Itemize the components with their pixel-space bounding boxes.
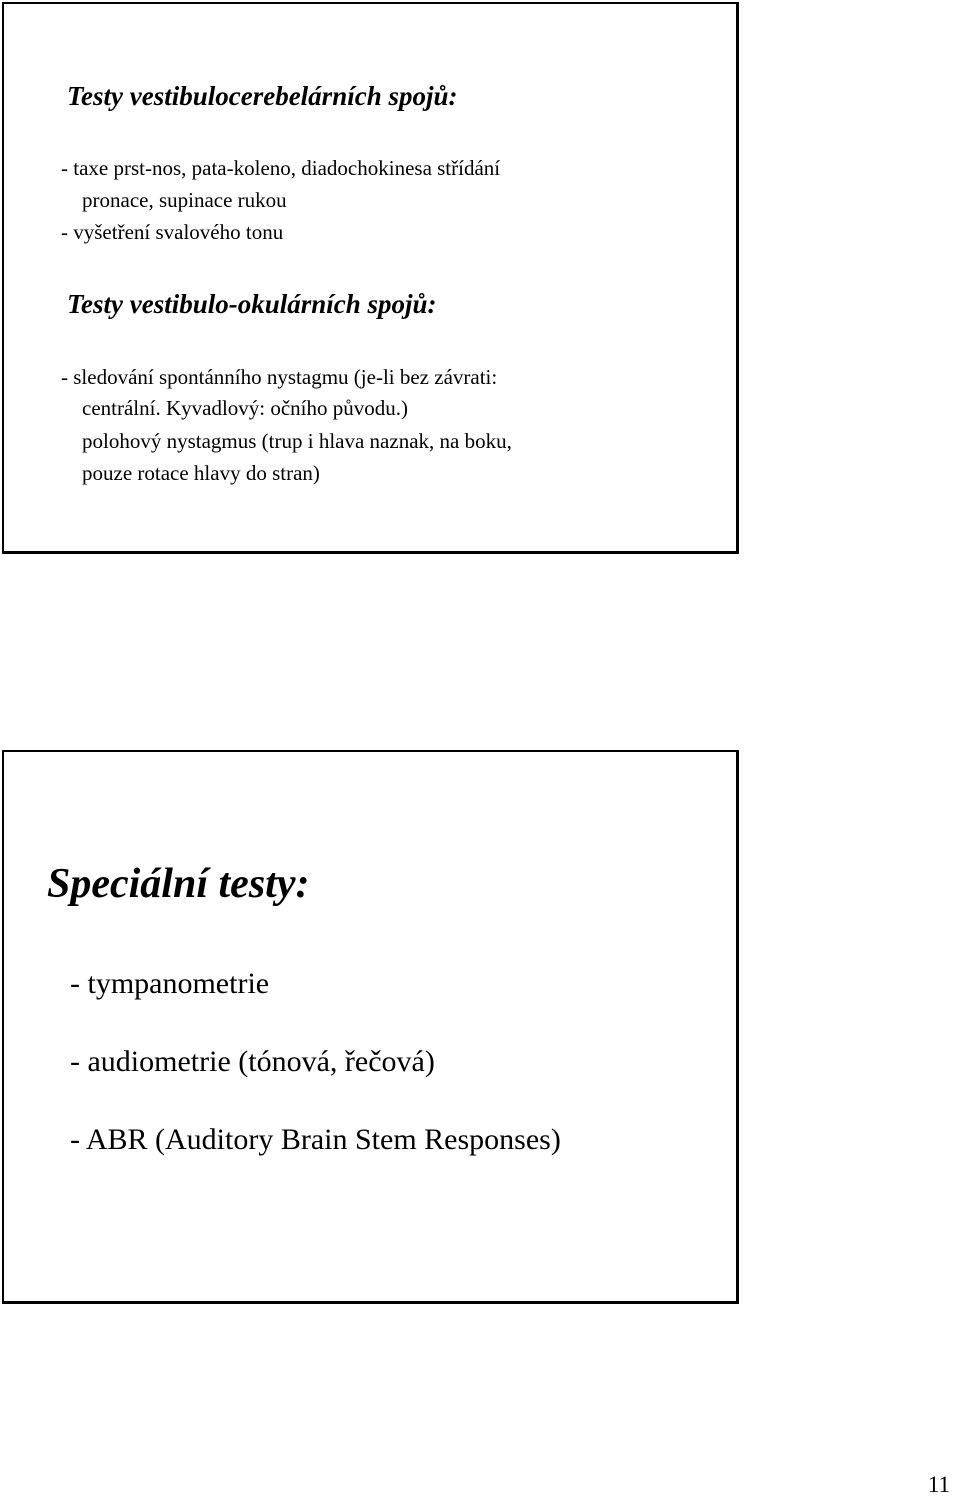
- list-item: centrální. Kyvadlový: očního původu.): [82, 396, 409, 420]
- list-item: - sledování spontánního nystagmu (je-li bez závrati:: [61, 365, 498, 389]
- slide-title: Speciální testy:: [47, 861, 310, 907]
- page-number: 11: [927, 1472, 950, 1497]
- list-item: polohový nystagmus (trup i hlava naznak, na boku,: [82, 429, 512, 453]
- list-item: - audiometrie (tónová, řečová): [70, 1045, 435, 1078]
- list-item: pouze rotace hlavy do stran): [82, 461, 320, 485]
- heading-vestibulocerebellar: Testy vestibulocerebelárních spojů:: [67, 81, 458, 111]
- list-item: - vyšetření svalového tonu: [61, 220, 284, 244]
- heading-vestibulo-ocular: Testy vestibulo-okulárních spojů:: [67, 289, 437, 319]
- slide-1: [2, 2, 739, 554]
- list-item: pronace, supinace rukou: [82, 188, 287, 212]
- list-item: - tympanometrie: [70, 967, 270, 1000]
- slide-2: [2, 750, 739, 1304]
- list-item: - taxe prst-nos, pata-koleno, diadochokinesa střídání: [61, 156, 501, 180]
- list-item: - ABR (Auditory Brain Stem Responses): [70, 1123, 561, 1156]
